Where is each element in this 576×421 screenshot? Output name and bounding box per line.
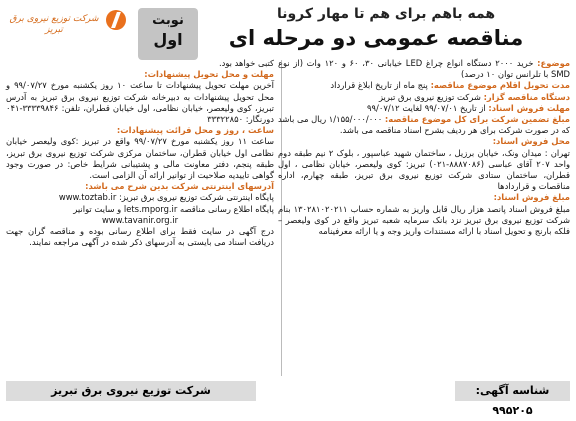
sale-place-text: تهران : میدان ونک، خیابان برزیل ، ساختمان شهید عباسپور ، بلوک ۲ نیم طبقه دوم واحد ۲۰۷ آقای عباسی (۸۸۸۷۰۸۶-۰۲۱) تبریز: کوی ولیعصر، خیابان نظامی ، اول قطران، ساختمان ستادی شرکت توزیع نیروی برق تبریز، طبقه چهارم، اداره مناقصات و قراردادها <box>278 147 570 192</box>
guarantee-text: ۱/۱۵۵/۰۰۰/۰۰۰ ریال می باشد که در صورت شرکت برای هر ردیف بشرح اسناد مناقصه می باشد. <box>278 114 570 136</box>
sale-period-title: مهلت فروش اسناد: <box>488 102 570 113</box>
site-link-2[interactable]: پایگاه اطلاع رسانی مناقصه lets.mporg.ir و سایت توانیر <box>73 203 274 214</box>
lightning-icon <box>106 10 126 30</box>
deadline-text: آخرین مهلت تحویل پیشنهادات تا ساعت ۱۰ روز یکشنبه مورخ ۹۹/۰۷/۲۷ و محل تحویل پیشنهادات به دبیرخانه شرکت توزیع نیروی برق تبریز به آدرس تبریز، کوی ولیعصر، خیابان نظامی، اول خیابان قطران، تلفن: ۳۳۳۳۹۸۴۶-۰۴۱ دورنگار: ۳۳۳۲۲۸۵۰ <box>6 80 274 125</box>
logo-text: شرکت توزیع نیروی برق تبریز <box>9 14 99 35</box>
turn-value: اول <box>153 30 183 49</box>
footer-company-name: شرکت توزیع نیروی برق تبریز <box>6 381 256 401</box>
sale-period-text: از تاریخ ۹۹/۰۷/۰۱ لغایت ۹۹/۰۷/۱۲ <box>367 102 486 113</box>
turn-badge <box>138 8 198 60</box>
delivery-text: پنج ماه از تاریخ ابلاغ قرارداد <box>330 80 428 91</box>
right-column <box>278 58 570 376</box>
turn-label: نوبت <box>152 13 184 28</box>
opening-title: ساعت ، روز و محل قرائت پیشنهادات: <box>116 125 274 136</box>
sale-place-title: محل فروش اسناد: <box>492 136 570 147</box>
headline-main: مناقصه عمومی دو مرحله ای <box>228 26 524 50</box>
deadline-title: مهلت و محل تحویل پیشنهادات: <box>144 69 274 80</box>
organizer-text: شرکت توزیع نیروی برق تبریز <box>378 91 481 102</box>
price-title: مبلغ فروش اسناد: <box>493 192 570 203</box>
footer-ad-id: شناسه آگهی: ۹۹۵۲۰۵ <box>455 381 570 401</box>
headline-top: همه باهم برای هم تا مهار کرونا <box>276 6 496 22</box>
company-logo <box>10 4 130 60</box>
subject-text: خرید ۲۰۰۰ دستگاه انواع چراغ LED خیابانی ۳۰، ۶۰ و ۱۲۰ وات (از نوع SMD با تلرانس توان ۱۰ درصد) <box>278 58 570 80</box>
guarantee-title: مبلغ تضمین شرکت برای کل موضوع مناقصه: <box>384 114 570 125</box>
subject-title: موضوع: <box>537 58 571 68</box>
delivery-title: مدت تحویل اقلام موضوع مناقصه: <box>430 80 570 91</box>
opening-text: ساعت ۱۱ روز یکشنبه مورخ ۹۹/۰۷/۲۷ واقع در تبریز :کوی ولیعصر خیابان نظامی اول خیابان قطران، ساختمان مرکزی شرکت توزیع نیروی برق تبریز، طبقه پنجم، دفتر معاونت مالی و پشتیبانی شرایط خاص: در صورت وجود گواهی تاییدیه صلاحیت از توانیر ارائه آن الزامی است. <box>6 136 274 181</box>
left-column <box>6 58 274 376</box>
organizer-title: دستگاه مناقصه گزار: <box>483 91 570 102</box>
site-link-1[interactable]: پایگاه اینترنتی شرکت توزیع نیروی برق تبریز: www.toztab.ir <box>58 192 274 203</box>
sites-title: آدرسهای اینترنتی شرکت بدین شرح می باشد: <box>85 181 274 192</box>
price-text: مبلغ فروش اسناد پانصد هزار ریال قابل واریز به شماره حساب ۱۳۰۲۸۱۰۲۰۲۱۱ بنام شرکت توزیع نیروی برق تبریز نزد بانک سرمایه شعبه تبریز واقع در کوی ولیعصر – فلکه بارنج و تحویل اسناد با ارائه مستندات واریز وجه و یا ارائه معرفینامه <box>278 203 570 237</box>
intro-text: کتبی خواهد بود. <box>218 58 274 68</box>
site-link-3[interactable]: www.tavanir.org.ir <box>101 214 179 225</box>
note-text: درج آگهی در سایت فقط برای اطلاع رسانی بوده و مناقصه گران جهت دریافت اسناد می بایستی به آدرسهای ذکر شده در آگهی مراجعه نمایند. <box>6 226 274 248</box>
